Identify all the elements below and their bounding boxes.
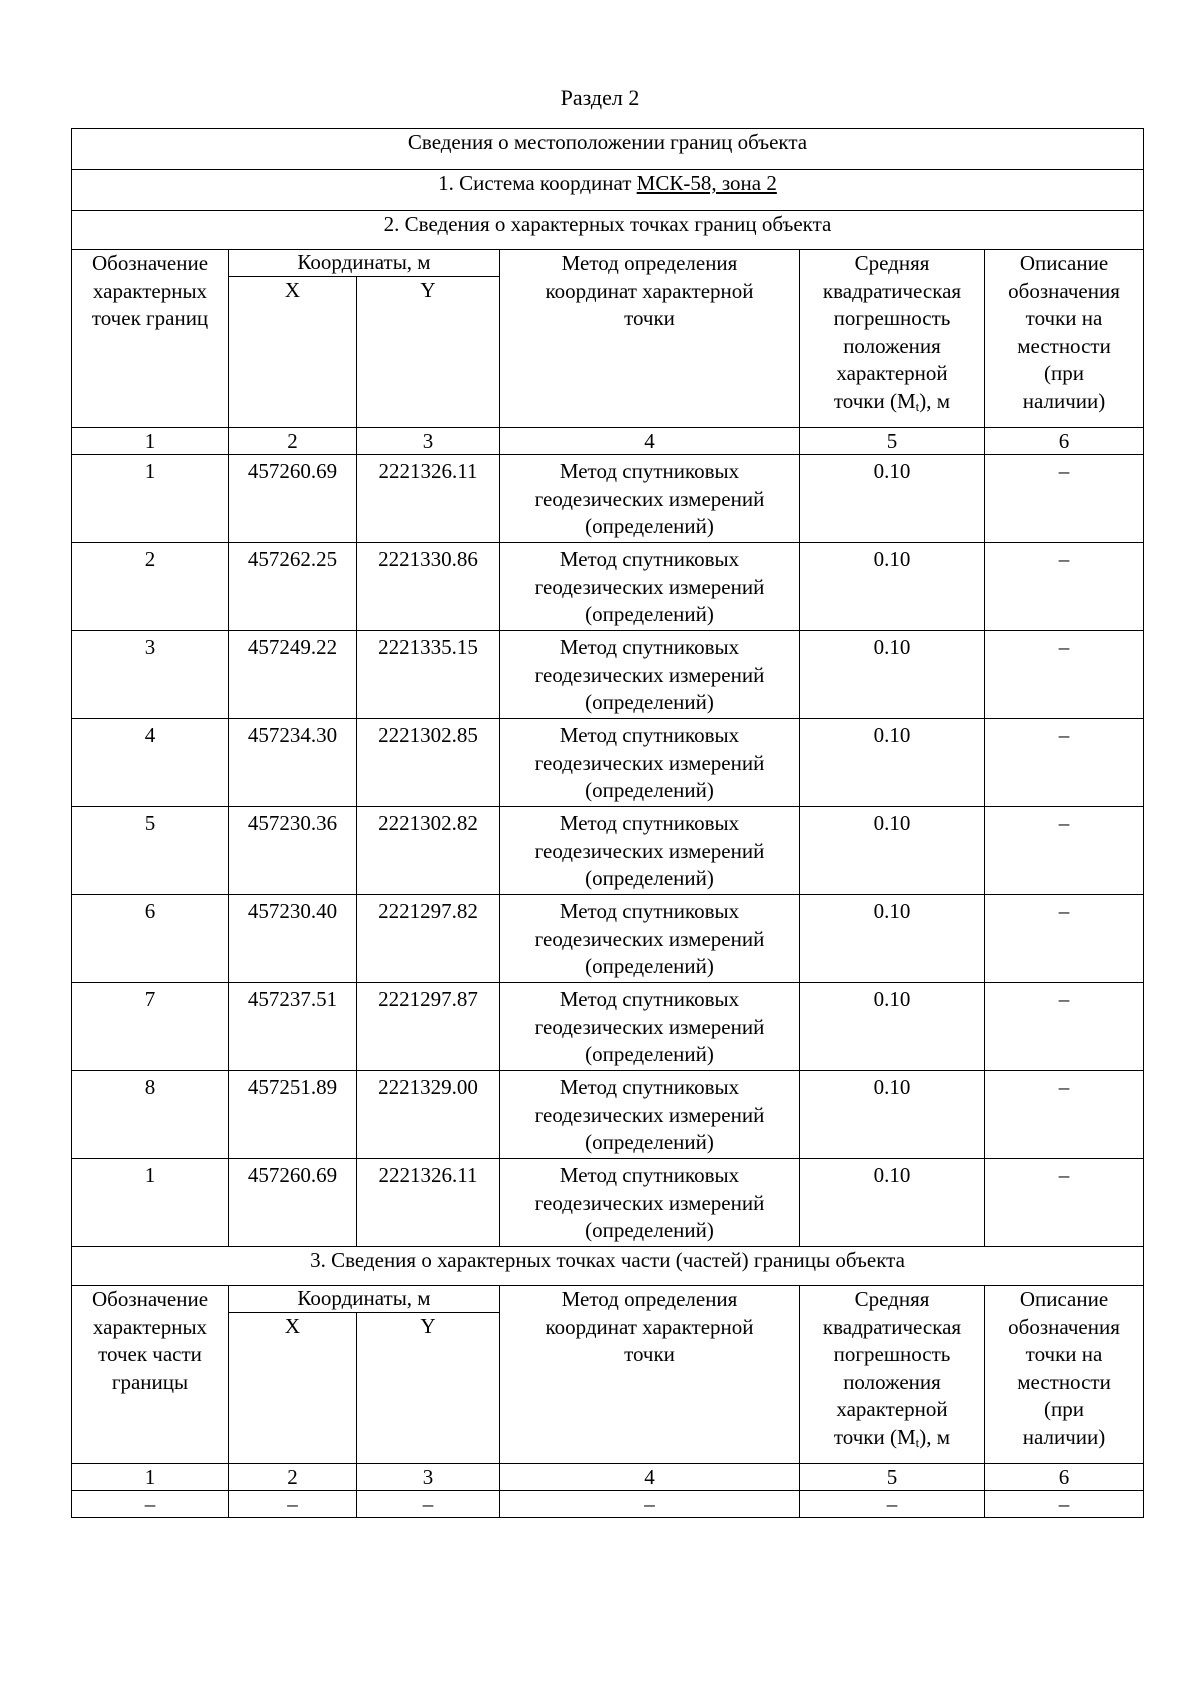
header-part-point-designation: Обозначение характерных точек части границы	[72, 1286, 229, 1464]
error-cell: 0.10	[800, 1159, 985, 1247]
header-description: Описание обозначения точки на местности (при наличии)	[985, 1286, 1144, 1464]
column-number: 1	[72, 428, 229, 455]
description-cell: –	[985, 455, 1144, 543]
y-coordinate-cell: 2221329.00	[357, 1071, 500, 1159]
column-number: 2	[229, 1464, 357, 1491]
y-coordinate-cell: 2221297.82	[357, 895, 500, 983]
header-method: Метод определения координат характерной точки	[500, 250, 800, 428]
header-x: X	[229, 277, 357, 428]
x-coordinate-cell: 457251.89	[229, 1071, 357, 1159]
header-y: Y	[357, 1313, 500, 1464]
point-id-cell: 2	[72, 543, 229, 631]
method-cell: Метод спутниковых геодезических измерений (определений)	[500, 543, 800, 631]
header-x: X	[229, 1313, 357, 1464]
section-3-title: 3. Сведения о характерных точках части (частей) границы объекта	[72, 1247, 1144, 1286]
method-cell: Метод спутниковых геодезических измерений (определений)	[500, 807, 800, 895]
method-cell: Метод спутниковых геодезических измерений (определений)	[500, 895, 800, 983]
column-numbers-row	[72, 1464, 1144, 1491]
column-number: 1	[72, 1464, 229, 1491]
method-cell: Метод спутниковых геодезических измерений (определений)	[500, 719, 800, 807]
header-coordinates: Координаты, м	[229, 250, 500, 277]
method-cell: –	[500, 1491, 800, 1518]
header-description: Описание обозначения точки на местности (при наличии)	[985, 250, 1144, 428]
column-number: 3	[357, 1464, 500, 1491]
error-cell: –	[800, 1491, 985, 1518]
error-cell: 0.10	[800, 543, 985, 631]
point-row	[72, 455, 1144, 543]
description-cell: –	[985, 1159, 1144, 1247]
point-row	[72, 983, 1144, 1071]
header-error-text: Средняя квадратическая погрешность положения характерной точки (M	[822, 251, 962, 413]
column-number: 6	[985, 1464, 1144, 1491]
description-cell: –	[985, 895, 1144, 983]
method-cell: Метод спутниковых геодезических измерений (определений)	[500, 631, 800, 719]
y-coordinate-cell: 2221326.11	[357, 1159, 500, 1247]
point-row	[72, 631, 1144, 719]
coordinate-system-value: МСК-58, зона 2	[636, 171, 777, 195]
x-coordinate-cell: 457237.51	[229, 983, 357, 1071]
column-number: 4	[500, 1464, 800, 1491]
x-coordinate-cell: –	[229, 1491, 357, 1518]
part-point-row	[72, 1491, 1144, 1518]
header-error	[800, 1286, 985, 1464]
method-cell: Метод спутниковых геодезических измерений (определений)	[500, 983, 800, 1071]
error-cell: 0.10	[800, 807, 985, 895]
point-id-cell: –	[72, 1491, 229, 1518]
section-2-title: 2. Сведения о характерных точках границ объекта	[72, 211, 1144, 250]
point-id-cell: 1	[72, 455, 229, 543]
point-id-cell: 6	[72, 895, 229, 983]
description-cell: –	[985, 631, 1144, 719]
method-cell: Метод спутниковых геодезических измерений (определений)	[500, 455, 800, 543]
column-number: 5	[800, 428, 985, 455]
column-number: 4	[500, 428, 800, 455]
description-cell: –	[985, 719, 1144, 807]
header-method: Метод определения координат характерной точки	[500, 1286, 800, 1464]
point-row	[72, 543, 1144, 631]
y-coordinate-cell: 2221297.87	[357, 983, 500, 1071]
y-coordinate-cell: 2221302.85	[357, 719, 500, 807]
y-coordinate-cell: 2221335.15	[357, 631, 500, 719]
header-error-text: Средняя квадратическая погрешность положения характерной точки (M	[822, 1287, 962, 1449]
x-coordinate-cell: 457262.25	[229, 543, 357, 631]
header-error-unit: ), м	[919, 1424, 951, 1449]
page-heading: Раздел 2	[560, 85, 640, 110]
point-row	[72, 1071, 1144, 1159]
error-cell: 0.10	[800, 631, 985, 719]
column-number: 6	[985, 428, 1144, 455]
y-coordinate-cell: 2221326.11	[357, 455, 500, 543]
error-cell: 0.10	[800, 983, 985, 1071]
description-cell: –	[985, 543, 1144, 631]
boundary-table	[71, 128, 1144, 1518]
x-coordinate-cell: 457230.40	[229, 895, 357, 983]
y-coordinate-cell: 2221302.82	[357, 807, 500, 895]
point-row	[72, 1159, 1144, 1247]
point-row	[72, 719, 1144, 807]
header-error-subscript: t	[915, 1434, 920, 1450]
method-cell: Метод спутниковых геодезических измерений (определений)	[500, 1159, 800, 1247]
point-id-cell: 7	[72, 983, 229, 1071]
description-cell: –	[985, 1491, 1144, 1518]
point-row	[72, 895, 1144, 983]
method-cell: Метод спутниковых геодезических измерений (определений)	[500, 1071, 800, 1159]
header-error	[800, 250, 985, 428]
description-cell: –	[985, 1071, 1144, 1159]
x-coordinate-cell: 457234.30	[229, 719, 357, 807]
column-number: 5	[800, 1464, 985, 1491]
coordinate-system-label: 1. Система координат	[438, 171, 637, 195]
error-cell: 0.10	[800, 895, 985, 983]
table-title: Сведения о местоположении границ объекта	[72, 129, 1144, 170]
y-coordinate-cell: –	[357, 1491, 500, 1518]
header-point-designation: Обозначение характерных точек границ	[72, 250, 229, 428]
column-number: 2	[229, 428, 357, 455]
y-coordinate-cell: 2221330.86	[357, 543, 500, 631]
error-cell: 0.10	[800, 455, 985, 543]
column-numbers-row	[72, 428, 1144, 455]
point-row	[72, 807, 1144, 895]
point-id-cell: 3	[72, 631, 229, 719]
description-cell: –	[985, 983, 1144, 1071]
point-id-cell: 1	[72, 1159, 229, 1247]
error-cell: 0.10	[800, 1071, 985, 1159]
x-coordinate-cell: 457260.69	[229, 455, 357, 543]
header-y: Y	[357, 277, 500, 428]
header-error-subscript: t	[915, 398, 920, 414]
x-coordinate-cell: 457249.22	[229, 631, 357, 719]
point-id-cell: 4	[72, 719, 229, 807]
header-error-unit: ), м	[919, 388, 951, 413]
x-coordinate-cell: 457260.69	[229, 1159, 357, 1247]
x-coordinate-cell: 457230.36	[229, 807, 357, 895]
error-cell: 0.10	[800, 719, 985, 807]
column-number: 3	[357, 428, 500, 455]
coordinate-system-row	[72, 170, 1144, 211]
description-cell: –	[985, 807, 1144, 895]
point-id-cell: 5	[72, 807, 229, 895]
point-id-cell: 8	[72, 1071, 229, 1159]
header-coordinates: Координаты, м	[229, 1286, 500, 1313]
